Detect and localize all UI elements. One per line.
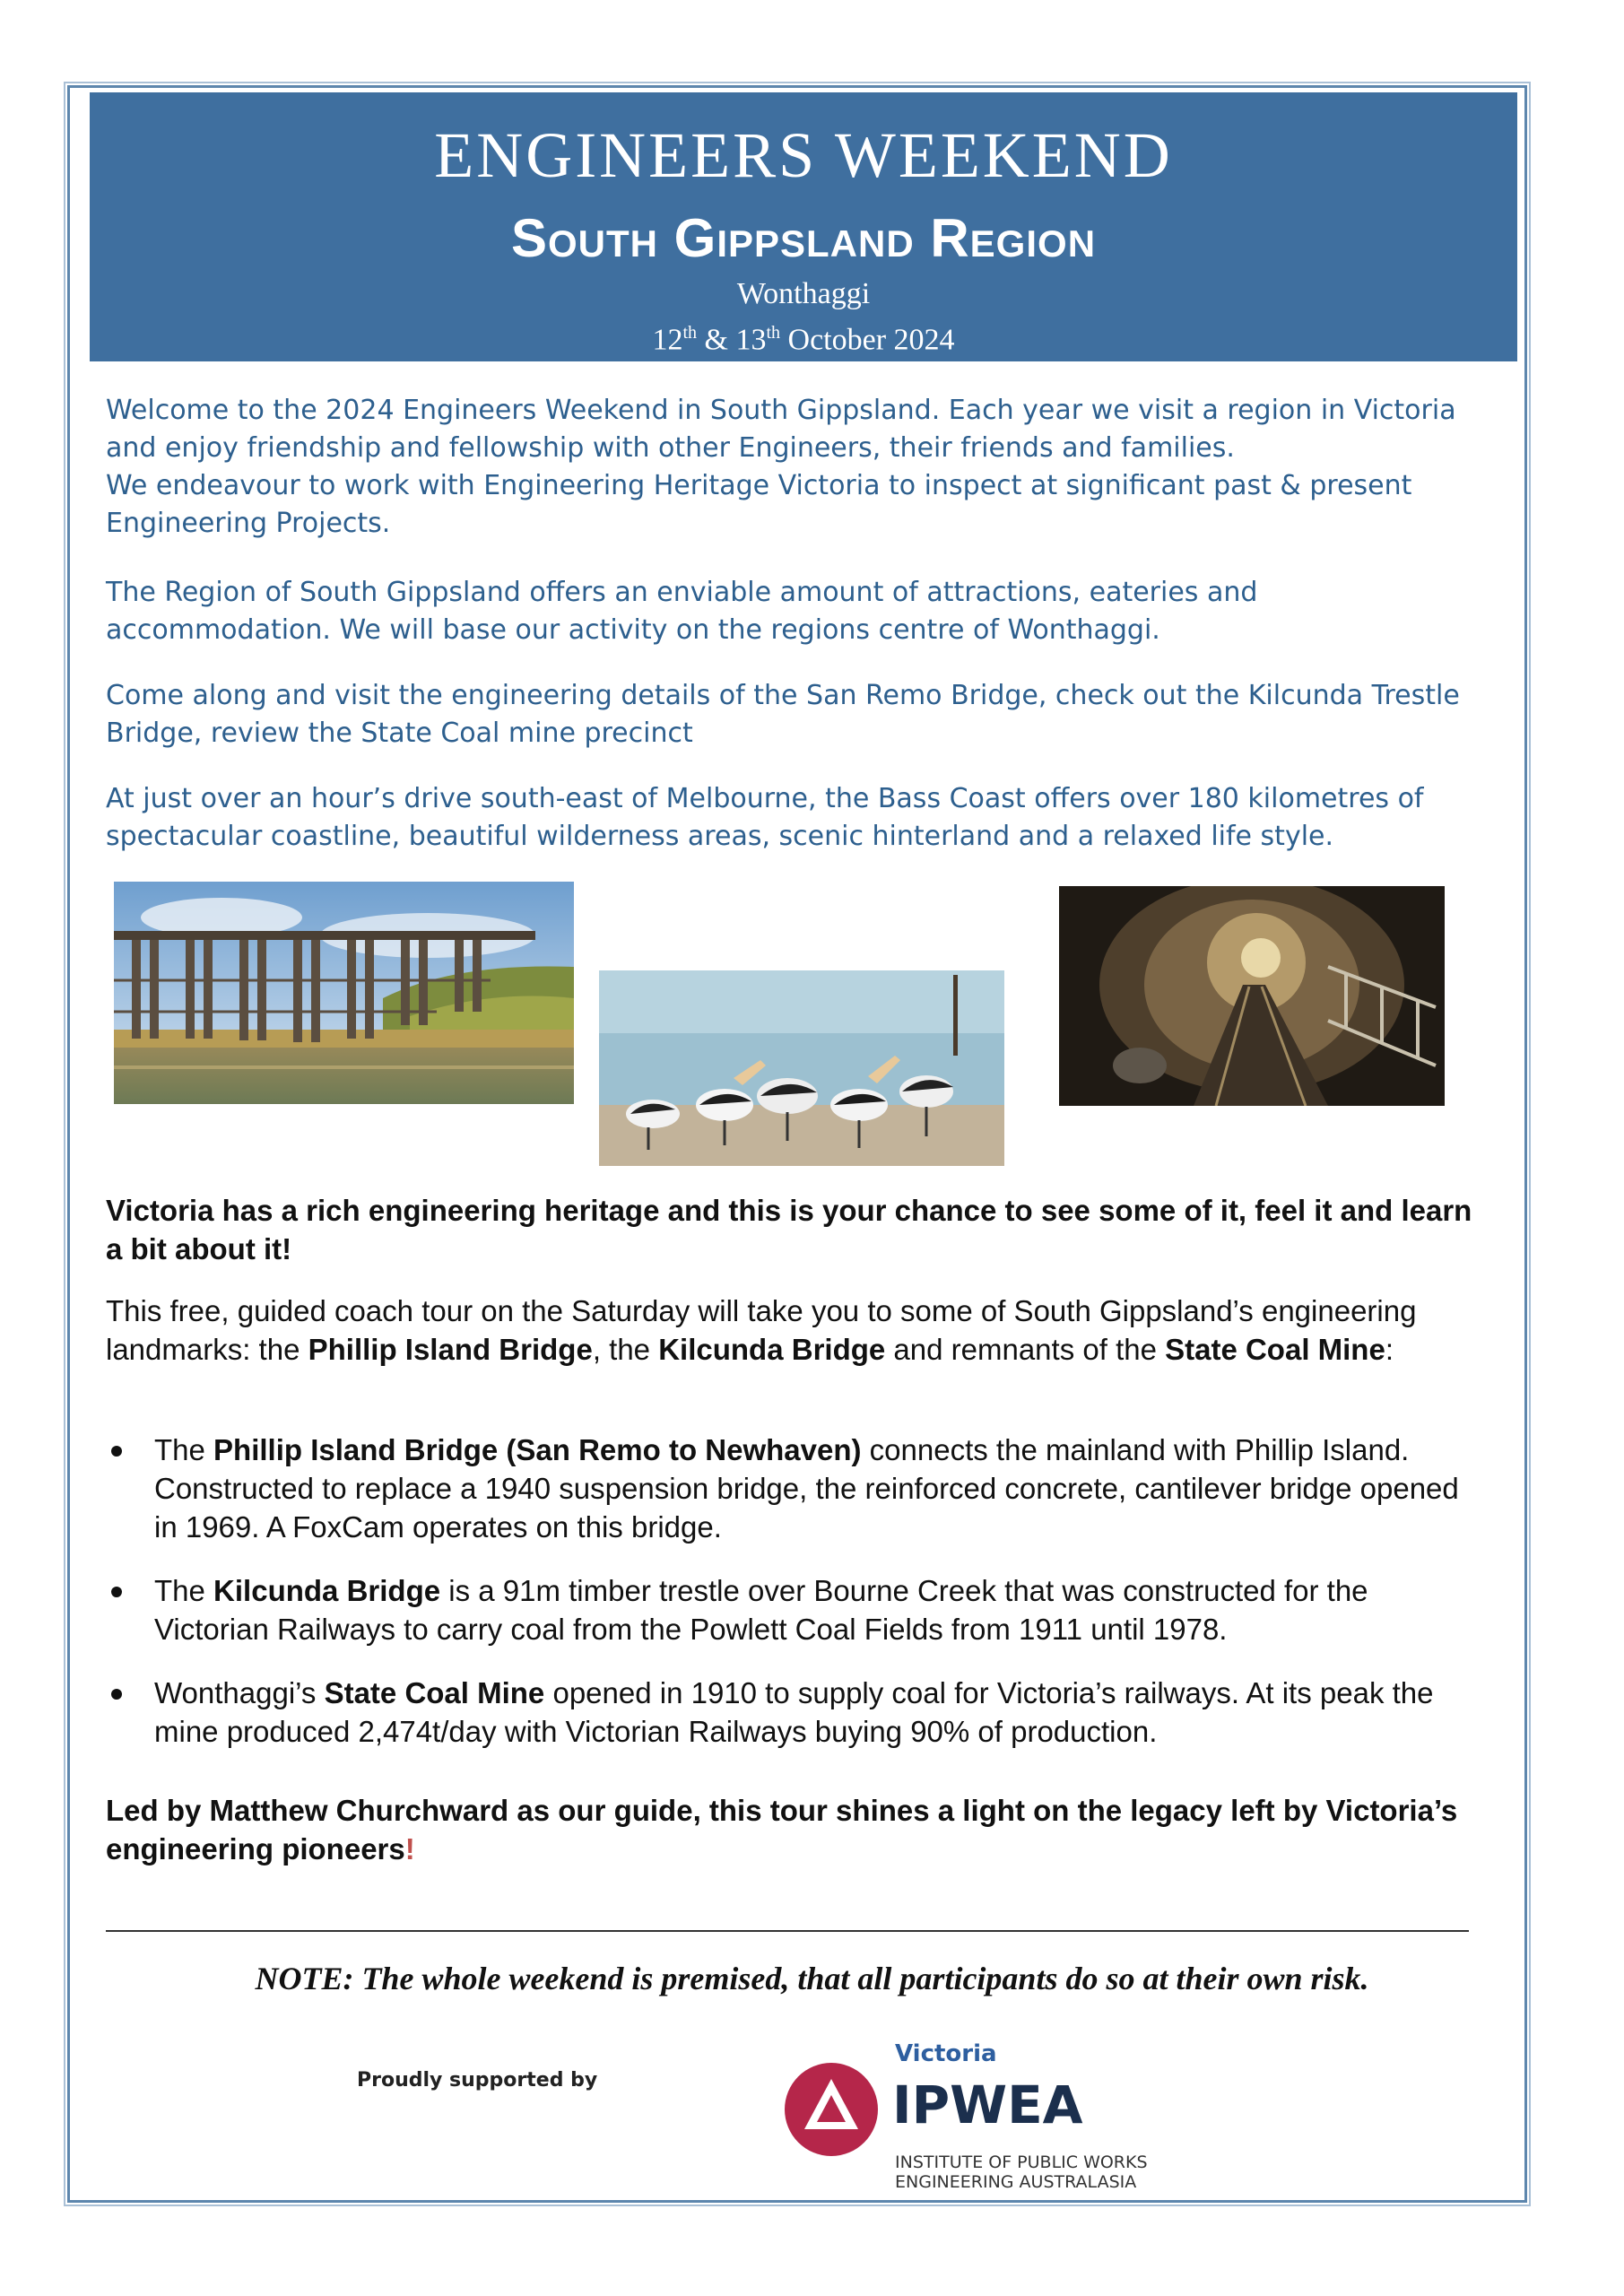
divider bbox=[106, 1930, 1469, 1932]
kilcunda-bridge-photo bbox=[114, 882, 574, 1104]
logo-full-name: INSTITUTE OF PUBLIC WORKS ENGINEERING AUSTRALASIA bbox=[895, 2152, 1148, 2192]
title-banner bbox=[90, 92, 1517, 361]
bullet-icon bbox=[111, 1689, 122, 1700]
intro-paragraph-1: Welcome to the 2024 Engineers Weekend in South Gippsland. Each year we visit a region in Victoria and enjoy friendship and fellowship with other Engineers, their friends and families. We endeavour to work with Engineering Heritage Victoria to inspect at significant past & present Engineering Projects. bbox=[106, 395, 1456, 539]
intro-paragraph-4: At just over an hour’s drive south-east of Melbourne, the Bass Coast offers over 180 kilometres of spectacular coastline, beautiful wilderness areas, scenic hinterland and a relaxed life style. bbox=[106, 783, 1424, 852]
bullet-icon bbox=[111, 1446, 122, 1457]
pelicans-photo bbox=[599, 970, 1004, 1166]
town-name: Wonthaggi bbox=[736, 277, 871, 310]
landmark-list bbox=[106, 1431, 1478, 1751]
coal-mine-photo bbox=[1059, 886, 1445, 1106]
bullet-icon bbox=[111, 1587, 122, 1597]
ipwea-logo-icon bbox=[783, 2061, 880, 2158]
region-subtitle: South Gippsland Region bbox=[510, 208, 1097, 268]
tour-description: This free, guided coach tour on the Saturday will take you to some of South Gippsland’s engineering landmarks: the Phillip Island Bridge, the Kilcunda Bridge and remnants of the State Coal Mine: bbox=[106, 1294, 1417, 1366]
logo-region: Victoria bbox=[895, 2040, 997, 2067]
intro-paragraph-3: Come along and visit the engineering details of the San Remo Bridge, check out the Kilcunda Trestle Bridge, review the State Coal mine precinct bbox=[106, 680, 1460, 749]
supported-by-label: Proudly supported by bbox=[357, 2069, 598, 2092]
risk-note: NOTE: The whole weekend is premised, that all participants do so at their own risk. bbox=[255, 1961, 1369, 1996]
heritage-headline: Victoria has a rich engineering heritage and this is your chance to see some of it, feel it and learn a bit about it! bbox=[106, 1194, 1472, 1265]
event-title: ENGINEERS WEEKEND bbox=[434, 119, 1173, 191]
list-item: The Kilcunda Bridge is a 91m timber trestle over Bourne Creek that was constructed for the Victorian Railways to carry coal from the Powlett Coal Fields from 1911 until 1978. bbox=[106, 1571, 1478, 1648]
event-date: 12th & 13th October 2024 bbox=[652, 323, 955, 357]
list-item: The Phillip Island Bridge (San Remo to Newhaven) connects the mainland with Phillip Island. Constructed to replace a 1940 suspension bridge, the reinforced concrete, cantilever bridge opened in 1969. A FoxCam operates on this bridge. bbox=[106, 1431, 1478, 1546]
closing-statement: Led by Matthew Churchward as our guide, this tour shines a light on the legacy left by Victoria’s engineering pioneers! bbox=[106, 1794, 1458, 1866]
logo-name: IPWEA bbox=[892, 2074, 1083, 2135]
intro-paragraph-2: The Region of South Gippsland offers an enviable amount of attractions, eateries and accommodation. We will base our activity on the regions centre of Wonthaggi. bbox=[106, 577, 1258, 646]
list-item: Wonthaggi’s State Coal Mine opened in 1910 to supply coal for Victoria’s railways. At its peak the mine produced 2,474t/day with Victorian Railways buying 90% of production. bbox=[106, 1674, 1478, 1751]
